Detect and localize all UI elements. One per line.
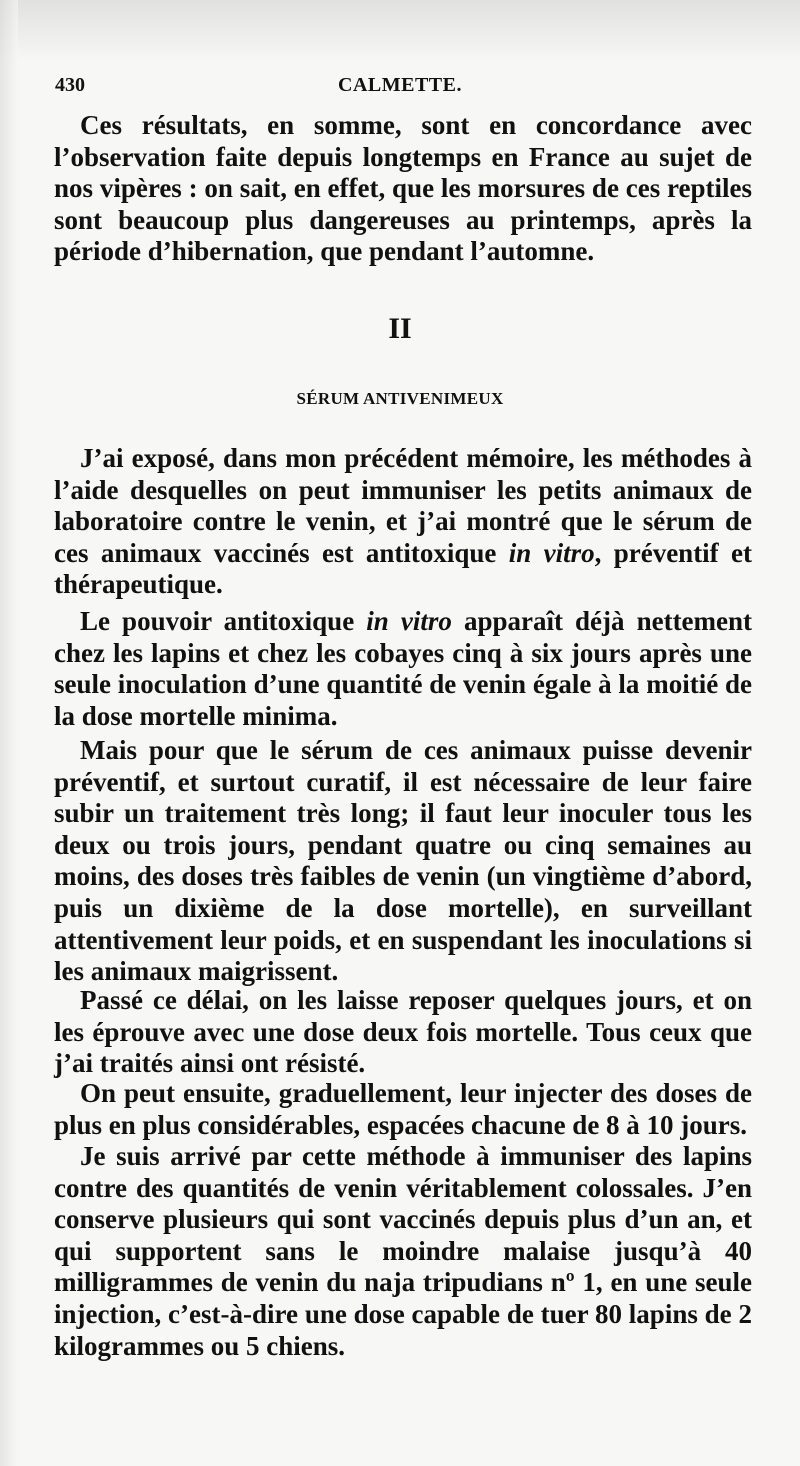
scan-top-shadow	[0, 0, 800, 62]
paragraph-2	[54, 443, 752, 601]
page-number: 430	[55, 74, 85, 96]
paragraph-7: Je suis arrivé par cette méthode à immuniser des lapins contre des quantités de venin véritablement colossales. J’en conserve plusieurs qui sont vaccinés depuis plus d’un an, et qui supportent sans le moindre malaise jusqu’à 40 milligrammes de venin du naja tripudians nº 1, en une seule injection, c’est-à-dire une dose capable de tuer 80 lapins de 2 kilogrammes ou 5 chiens.	[54, 1141, 752, 1361]
paragraph-3-italic: in vitro	[366, 606, 452, 636]
paragraph-4: Mais pour que le sérum de ces animaux puisse devenir préventif, et surtout curatif, il est nécessaire de leur faire subir un traitement très long; il faut leur inoculer tous les deux ou trois jours, pendant quatre ou cinq semaines au moins, des doses très faibles de venin (un vingtième d’abord, puis un dixième de la dose mortelle), en surveillant attentivement leur poids, et en suspendant les inoculations si les animaux maigrissent.	[54, 735, 752, 987]
paragraph-6: On peut ensuite, graduellement, leur injecter des doses de plus en plus considérables, espacées chacune de 8 à 10 jours.	[54, 1078, 752, 1140]
paragraph-2-italic: in vitro	[508, 537, 595, 568]
section-title: SÉRUM ANTIVENIMEUX	[296, 389, 504, 408]
paragraph-5: Passé ce délai, on les laisse reposer quelques jours, et on les éprouve avec une dose deux fois mortelle. Tous ceux que j’ai traités ainsi ont résisté.	[54, 985, 752, 1079]
page-header	[55, 74, 745, 104]
paragraph-3	[54, 606, 752, 732]
section-numeral: II	[388, 312, 412, 345]
paragraph-3-text-after: apparaît déjà nettement chez les lapins et chez les cobayes cinq à six jours après une seule inoculation d’une quantité de venin égale à la moitié de la dose mortelle minima.	[54, 606, 753, 731]
scan-left-shadow	[0, 0, 18, 1466]
paragraph-2-text-after: , préventif et thérapeutique.	[54, 537, 753, 600]
running-head: CALMETTE.	[338, 74, 462, 96]
paragraph-1: Ces résultats, en somme, sont en concordance avec l’observation faite depuis longtemps en France au sujet de nos vipères : on sait, en effet, que les morsures de ces reptiles sont beaucoup plus dangereuses au printemps, après la période d’hibernation, que pendant l’automne.	[54, 110, 752, 267]
paragraph-2-text-before: J’ai exposé, dans mon précédent mémoire, les méthodes à l’aide desquelles on peut immuniser les petits animaux de laboratoire contre le venin, et j’ai montré que le sérum de ces animaux vaccinés est antitoxique	[54, 443, 752, 568]
paragraph-3-text-before: Le pouvoir antitoxique	[80, 606, 355, 636]
